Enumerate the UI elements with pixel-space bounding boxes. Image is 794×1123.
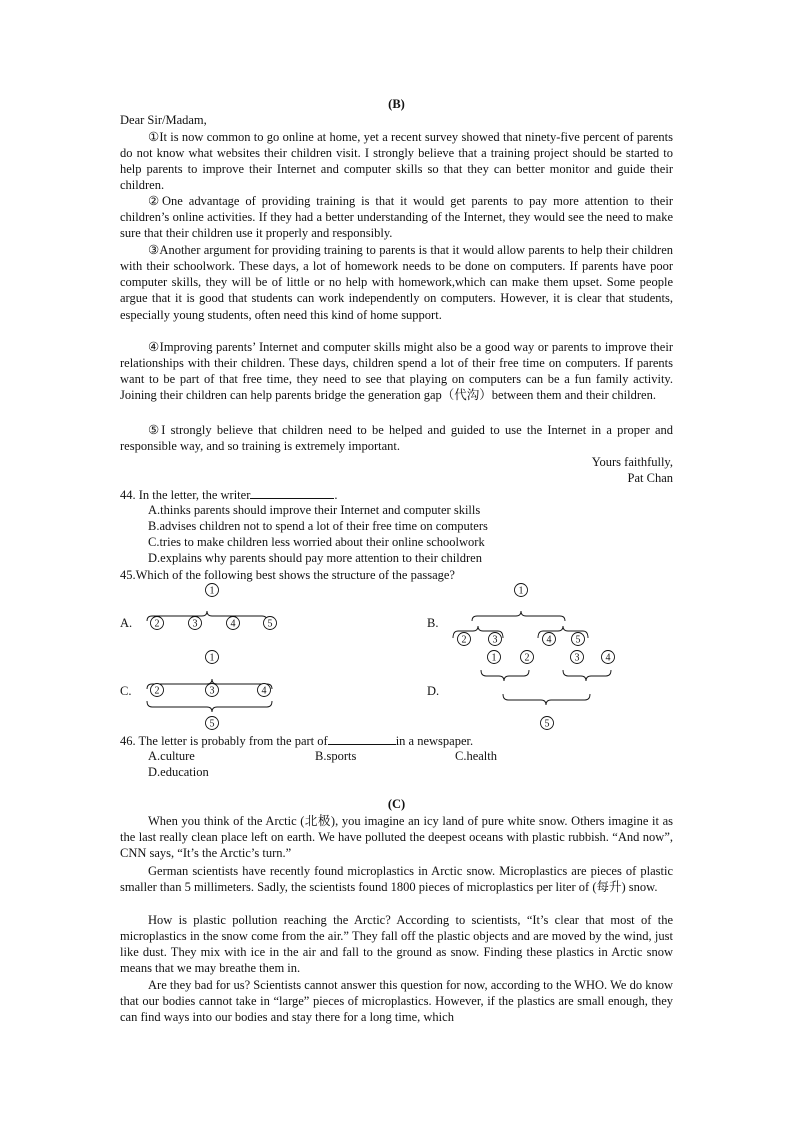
node-4 — [543, 633, 556, 646]
diagram-nodes — [151, 584, 615, 730]
question-46-option-d: D.education — [148, 765, 209, 779]
node-3 — [189, 617, 202, 630]
node-4 — [227, 617, 240, 630]
question-45-stem: 45.Which of the following best shows the structure of the passage? — [120, 568, 455, 582]
question-46-option-c: C.health — [455, 749, 498, 763]
svg-text:4: 4 — [230, 618, 236, 630]
svg-text:1: 1 — [491, 652, 497, 664]
svg-text:2: 2 — [154, 618, 160, 630]
section-c-heading: (C) — [387, 797, 406, 811]
svg-text:4: 4 — [261, 685, 267, 697]
svg-text:5: 5 — [209, 718, 215, 730]
diagram-b-label: B. — [427, 616, 439, 630]
letter-paragraph-5: ⑤I strongly believe that children need to be helped and guided to use the Internet in a proper and responsible way, and so training is extremely important. — [120, 422, 673, 453]
node-5 — [206, 717, 219, 730]
question-44-stem: 44. In the letter, the writer — [120, 488, 251, 502]
diagram-a-label: A. — [120, 616, 133, 630]
svg-text:4: 4 — [605, 652, 611, 664]
brace — [563, 670, 611, 681]
question-44-option-c: C.tries to make children less worried about their online schoolwork — [148, 535, 485, 549]
node-3 — [206, 684, 219, 697]
answer-blank[interactable] — [328, 732, 396, 745]
passage-c-paragraph-3: How is plastic pollution reaching the Arctic? According to scientists, “It’s clear that most of the microplastics in the snow come from the air.” They fall off the plastic objects and are moved by the wind, just like dust. They mix with ice in the air and fall to the ground as snow. Finding these plastics in Arctic snow means that we may breathe them in. — [120, 913, 673, 976]
diagram-a — [147, 611, 267, 621]
svg-text:2: 2 — [154, 685, 160, 697]
question-46-stem-end: in a newspaper. — [395, 734, 474, 748]
brace — [147, 701, 272, 712]
node-1 — [206, 651, 219, 664]
node-3 — [489, 633, 502, 646]
brace — [481, 670, 529, 681]
svg-text:5: 5 — [544, 718, 550, 730]
letter-salutation: Dear Sir/Madam, — [120, 113, 207, 127]
svg-text:2: 2 — [461, 634, 467, 646]
question-46 — [120, 732, 473, 749]
svg-text:3: 3 — [574, 652, 580, 664]
letter-signature: Pat Chan — [627, 471, 673, 485]
node-2 — [521, 651, 534, 664]
svg-text:3: 3 — [192, 618, 198, 630]
node-5 — [572, 633, 585, 646]
node-4 — [258, 684, 271, 697]
node-3 — [571, 651, 584, 664]
node-4 — [602, 651, 615, 664]
svg-text:3: 3 — [492, 634, 498, 646]
question-46-stem: 46. The letter is probably from the part of — [120, 734, 328, 748]
svg-text:1: 1 — [209, 585, 215, 597]
svg-text:4: 4 — [546, 634, 552, 646]
passage-c-paragraph-2: German scientists have recently found microplastics in Arctic snow. Microplastics are pieces of plastic smaller than 5 millimeters. Sadly, the scientists found 1800 pieces of microplastics per liter of (每升) snow. — [120, 864, 673, 895]
node-1 — [206, 584, 219, 597]
passage-c-paragraph-1: When you think of the Arctic (北极), you imagine an icy land of pure white snow. Others imagine it as the last really clean place left on earth. We have polluted the deepest oceans with plastic rubbish. “And now”, CNN says, “It’s the Arctic’s turn.” — [120, 814, 673, 861]
node-5 — [264, 617, 277, 630]
letter-paragraph-2: ②One advantage of providing training is that it would get parents to pay more attention to their children’s online activities. If they had a better understanding of the Internet, they would see the need to make sure that their children use it properly and responsibly. — [120, 194, 673, 241]
letter-paragraph-4: ④Improving parents’ Internet and computer skills might also be a good way or parents to improve their relationships with their children. These days, children spend a lot of their free time on computers. If parents want to be part of that free time, they need to see that playing on computers can be a fun family activity. Joining their children can help parents bridge the generation gap（代沟）between them and their children. — [120, 339, 673, 402]
brace — [147, 611, 267, 621]
diagram-c-label: C. — [120, 684, 132, 698]
letter-paragraph-1: ①It is now common to go online at home, yet a recent survey showed that ninety-five percent of parents do not know what websites their children visit. I strongly believe that a training project should be started to help parents to improve their Internet and computer skills so that they can better monitor and guide their children. — [120, 129, 673, 192]
node-1 — [515, 584, 528, 597]
diagram-d-label: D. — [427, 684, 440, 698]
question-46-option-b: B.sports — [315, 749, 357, 763]
svg-text:3: 3 — [209, 685, 215, 697]
node-2 — [151, 684, 164, 697]
question-44-option-d: D.explains why parents should pay more attention to their children — [148, 551, 482, 565]
question-44-option-a: A.thinks parents should improve their Internet and computer skills — [148, 503, 481, 517]
letter-closing: Yours faithfully, — [591, 455, 673, 469]
question-44-stem-end: . — [334, 488, 338, 502]
svg-text:5: 5 — [575, 634, 581, 646]
brace — [472, 611, 565, 621]
passage-c-paragraph-4: Are they bad for us? Scientists cannot answer this question for now, according to the WHO. We do know that our bodies cannot take in “large” pieces of microplastics. However, if the plastics are small enough, they can find ways into our bodies and stay there for a long time, which — [120, 978, 673, 1025]
svg-text:1: 1 — [518, 585, 524, 597]
letter-paragraph-3: ③Another argument for providing training to parents is that it would allow parents to help their children with their schoolwork. These days, a lot of homework needs to be done on computers. If parents have poor computer skills, they will be of little or no help with homework,which can make them upset. Some people argue that it is good that students can work independently on computers. However, it is clear that students, especially young students, often need this kind of home support. — [120, 243, 673, 322]
node-2 — [458, 633, 471, 646]
section-b-heading: (B) — [388, 97, 405, 111]
node-5 — [541, 717, 554, 730]
svg-text:2: 2 — [524, 652, 530, 664]
node-1 — [488, 651, 501, 664]
svg-text:1: 1 — [209, 652, 215, 664]
node-2 — [151, 617, 164, 630]
question-46-option-a: A.culture — [148, 749, 195, 763]
svg-text:5: 5 — [267, 618, 273, 630]
question-44-option-b: B.advises children not to spend a lot of their free time on computers — [148, 519, 488, 533]
brace — [503, 694, 590, 705]
